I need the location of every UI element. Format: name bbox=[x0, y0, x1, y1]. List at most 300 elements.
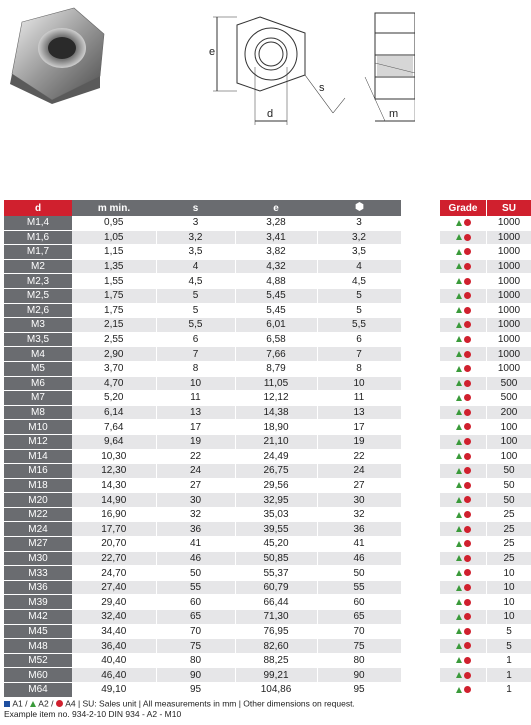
value-cell: 5 bbox=[317, 303, 401, 318]
table-row bbox=[440, 434, 531, 449]
table-row bbox=[440, 245, 531, 260]
size-cell: M30 bbox=[4, 551, 72, 566]
triangle-icon bbox=[456, 512, 462, 518]
circle-icon bbox=[464, 453, 471, 460]
circle-icon bbox=[464, 423, 471, 430]
circle-icon bbox=[464, 526, 471, 533]
value-cell: 88,25 bbox=[235, 653, 317, 668]
triangle-icon bbox=[456, 220, 462, 226]
value-cell: 29,40 bbox=[72, 595, 156, 610]
size-cell: M45 bbox=[4, 624, 72, 639]
value-cell: 50 bbox=[156, 566, 235, 581]
size-cell: M14 bbox=[4, 449, 72, 464]
value-cell: 34,40 bbox=[72, 624, 156, 639]
grade-cell bbox=[440, 391, 487, 406]
su-cell: 1000 bbox=[487, 216, 531, 230]
value-cell: 24 bbox=[156, 464, 235, 479]
su-cell: 5 bbox=[487, 624, 531, 639]
value-cell: 90 bbox=[156, 668, 235, 683]
circle-icon bbox=[464, 292, 471, 299]
table-row bbox=[4, 230, 401, 245]
value-cell: 16,90 bbox=[72, 507, 156, 522]
value-cell: 10 bbox=[317, 376, 401, 391]
value-cell: 3,2 bbox=[156, 230, 235, 245]
size-cell: M52 bbox=[4, 653, 72, 668]
value-cell: 55,37 bbox=[235, 566, 317, 581]
value-cell: 46 bbox=[317, 551, 401, 566]
value-cell: 50,85 bbox=[235, 551, 317, 566]
table-row bbox=[440, 216, 531, 230]
hexagon-icon bbox=[355, 202, 364, 211]
grade-cell bbox=[440, 595, 487, 610]
grade-cell bbox=[440, 332, 487, 347]
size-cell: M24 bbox=[4, 522, 72, 537]
table-row bbox=[440, 639, 531, 654]
value-cell: 3 bbox=[317, 216, 401, 230]
circle-icon bbox=[464, 642, 471, 649]
table-row bbox=[4, 420, 401, 435]
table-row bbox=[440, 318, 531, 333]
value-cell: 65 bbox=[317, 610, 401, 625]
table-row bbox=[440, 624, 531, 639]
table-row bbox=[440, 668, 531, 683]
circle-icon bbox=[464, 263, 471, 270]
value-cell: 14,90 bbox=[72, 493, 156, 508]
triangle-icon bbox=[456, 672, 462, 678]
table-row bbox=[4, 478, 401, 493]
size-cell: M27 bbox=[4, 537, 72, 552]
size-cell: M10 bbox=[4, 420, 72, 435]
value-cell: 75 bbox=[317, 639, 401, 654]
value-cell: 5,5 bbox=[156, 318, 235, 333]
circle-icon bbox=[464, 219, 471, 226]
legend-a2: A2 bbox=[38, 698, 49, 709]
value-cell: 60,79 bbox=[235, 580, 317, 595]
grade-cell bbox=[440, 274, 487, 289]
legend bbox=[4, 698, 355, 709]
circle-icon bbox=[464, 686, 471, 693]
footer bbox=[4, 698, 355, 720]
header-grade: Grade bbox=[440, 200, 487, 216]
value-cell: 45,20 bbox=[235, 537, 317, 552]
table-row bbox=[4, 624, 401, 639]
grade-cell bbox=[440, 361, 487, 376]
size-cell: M2,6 bbox=[4, 303, 72, 318]
value-cell: 27,40 bbox=[72, 580, 156, 595]
value-cell: 17 bbox=[317, 420, 401, 435]
value-cell: 7 bbox=[156, 347, 235, 362]
su-cell: 500 bbox=[487, 391, 531, 406]
su-cell: 50 bbox=[487, 464, 531, 479]
triangle-icon bbox=[456, 482, 462, 488]
table-row bbox=[4, 376, 401, 391]
table-row bbox=[440, 230, 531, 245]
table-row bbox=[440, 405, 531, 420]
grade-cell bbox=[440, 478, 487, 493]
circle-icon bbox=[464, 278, 471, 285]
table-row bbox=[440, 347, 531, 362]
table-row bbox=[440, 449, 531, 464]
value-cell: 12,30 bbox=[72, 464, 156, 479]
value-cell: 1,55 bbox=[72, 274, 156, 289]
grade-cell bbox=[440, 507, 487, 522]
table-row bbox=[4, 332, 401, 347]
grade-cell bbox=[440, 245, 487, 260]
size-cell: M22 bbox=[4, 507, 72, 522]
value-cell: 1,35 bbox=[72, 259, 156, 274]
su-cell: 10 bbox=[487, 610, 531, 625]
triangle-icon bbox=[456, 249, 462, 255]
value-cell: 5 bbox=[317, 288, 401, 303]
value-cell: 19 bbox=[317, 434, 401, 449]
value-cell: 36 bbox=[156, 522, 235, 537]
table-row bbox=[4, 216, 401, 230]
table-row bbox=[4, 522, 401, 537]
value-cell: 32,40 bbox=[72, 610, 156, 625]
value-cell: 4,5 bbox=[156, 274, 235, 289]
triangle-icon bbox=[456, 585, 462, 591]
table-row bbox=[440, 361, 531, 376]
value-cell: 4 bbox=[156, 259, 235, 274]
su-cell: 5 bbox=[487, 639, 531, 654]
su-cell: 100 bbox=[487, 420, 531, 435]
size-cell: M18 bbox=[4, 478, 72, 493]
table-row bbox=[4, 391, 401, 406]
grade-cell bbox=[440, 624, 487, 639]
table-row bbox=[4, 610, 401, 625]
table-row bbox=[4, 259, 401, 274]
triangle-icon bbox=[456, 497, 462, 503]
circle-icon bbox=[464, 613, 471, 620]
hex-nut-photo bbox=[4, 4, 108, 106]
value-cell: 2,15 bbox=[72, 318, 156, 333]
su-cell: 1000 bbox=[487, 332, 531, 347]
table-row bbox=[440, 653, 531, 668]
value-cell: 6,01 bbox=[235, 318, 317, 333]
su-cell: 10 bbox=[487, 595, 531, 610]
value-cell: 7,66 bbox=[235, 347, 317, 362]
table-row bbox=[4, 595, 401, 610]
grade-cell bbox=[440, 464, 487, 479]
table-row bbox=[440, 303, 531, 318]
table-row bbox=[440, 420, 531, 435]
value-cell: 8,79 bbox=[235, 361, 317, 376]
legend-sep: / bbox=[25, 698, 28, 709]
value-cell: 3,70 bbox=[72, 361, 156, 376]
triangle-icon bbox=[456, 614, 462, 620]
size-cell: M2,5 bbox=[4, 288, 72, 303]
value-cell: 30 bbox=[156, 493, 235, 508]
size-cell: M12 bbox=[4, 434, 72, 449]
technical-drawing bbox=[205, 3, 415, 131]
su-cell: 25 bbox=[487, 522, 531, 537]
circle-icon bbox=[464, 496, 471, 503]
su-cell: 50 bbox=[487, 478, 531, 493]
value-cell: 76,95 bbox=[235, 624, 317, 639]
value-cell: 1,15 bbox=[72, 245, 156, 260]
value-cell: 71,30 bbox=[235, 610, 317, 625]
su-cell: 1 bbox=[487, 683, 531, 698]
value-cell: 70 bbox=[317, 624, 401, 639]
grade-cell bbox=[440, 405, 487, 420]
value-cell: 3,5 bbox=[156, 245, 235, 260]
grade-cell bbox=[440, 566, 487, 581]
value-cell: 5,45 bbox=[235, 303, 317, 318]
su-cell: 500 bbox=[487, 376, 531, 391]
triangle-icon bbox=[456, 424, 462, 430]
triangle-icon bbox=[456, 395, 462, 401]
table-row bbox=[4, 493, 401, 508]
circle-icon bbox=[464, 365, 471, 372]
circle-icon bbox=[464, 657, 471, 664]
value-cell: 18,90 bbox=[235, 420, 317, 435]
table-row bbox=[440, 376, 531, 391]
grade-cell bbox=[440, 537, 487, 552]
su-cell: 1000 bbox=[487, 318, 531, 333]
header-e: e bbox=[235, 200, 317, 216]
value-cell: 75 bbox=[156, 639, 235, 654]
value-cell: 17 bbox=[156, 420, 235, 435]
circle-icon bbox=[464, 628, 471, 635]
grade-cell bbox=[440, 318, 487, 333]
table-row bbox=[4, 580, 401, 595]
value-cell: 60 bbox=[317, 595, 401, 610]
table-row bbox=[440, 595, 531, 610]
triangle-icon bbox=[456, 628, 462, 634]
value-cell: 36,40 bbox=[72, 639, 156, 654]
value-cell: 5,45 bbox=[235, 288, 317, 303]
value-cell: 41 bbox=[317, 537, 401, 552]
value-cell: 30 bbox=[317, 493, 401, 508]
value-cell: 99,21 bbox=[235, 668, 317, 683]
triangle-icon bbox=[456, 278, 462, 284]
table-row bbox=[440, 493, 531, 508]
value-cell: 90 bbox=[317, 668, 401, 683]
su-cell: 50 bbox=[487, 493, 531, 508]
table-row bbox=[440, 683, 531, 698]
square-icon bbox=[4, 701, 10, 707]
table-row bbox=[4, 551, 401, 566]
value-cell: 46,40 bbox=[72, 668, 156, 683]
size-cell: M33 bbox=[4, 566, 72, 581]
size-cell: M6 bbox=[4, 376, 72, 391]
value-cell: 66,44 bbox=[235, 595, 317, 610]
value-cell: 50 bbox=[317, 566, 401, 581]
table-row bbox=[440, 522, 531, 537]
grade-cell bbox=[440, 449, 487, 464]
value-cell: 40,40 bbox=[72, 653, 156, 668]
size-cell: M2,3 bbox=[4, 274, 72, 289]
value-cell: 32 bbox=[156, 507, 235, 522]
value-cell: 3,5 bbox=[317, 245, 401, 260]
grade-cell bbox=[440, 683, 487, 698]
value-cell: 3,2 bbox=[317, 230, 401, 245]
value-cell: 14,38 bbox=[235, 405, 317, 420]
value-cell: 4,88 bbox=[235, 274, 317, 289]
value-cell: 32,95 bbox=[235, 493, 317, 508]
triangle-icon bbox=[456, 555, 462, 561]
table-row bbox=[4, 566, 401, 581]
circle-icon bbox=[464, 248, 471, 255]
table-row bbox=[440, 332, 531, 347]
value-cell: 22 bbox=[317, 449, 401, 464]
value-cell: 5,20 bbox=[72, 391, 156, 406]
size-cell: M64 bbox=[4, 683, 72, 698]
value-cell: 60 bbox=[156, 595, 235, 610]
grade-cell bbox=[440, 653, 487, 668]
table-row bbox=[440, 259, 531, 274]
table-row bbox=[4, 245, 401, 260]
value-cell: 1,05 bbox=[72, 230, 156, 245]
table-row bbox=[440, 478, 531, 493]
circle-icon bbox=[464, 540, 471, 547]
grade-cell bbox=[440, 420, 487, 435]
value-cell: 55 bbox=[156, 580, 235, 595]
grade-cell bbox=[440, 288, 487, 303]
value-cell: 24,49 bbox=[235, 449, 317, 464]
header-d: d bbox=[4, 200, 72, 216]
table-row bbox=[4, 653, 401, 668]
su-cell: 1 bbox=[487, 668, 531, 683]
header-su: SU bbox=[487, 200, 531, 216]
circle-icon bbox=[464, 569, 471, 576]
size-cell: M42 bbox=[4, 610, 72, 625]
table-row bbox=[4, 507, 401, 522]
grade-cell bbox=[440, 493, 487, 508]
value-cell: 41 bbox=[156, 537, 235, 552]
value-cell: 2,90 bbox=[72, 347, 156, 362]
su-cell: 25 bbox=[487, 537, 531, 552]
legend-sep: / bbox=[51, 698, 54, 709]
size-cell: M1,4 bbox=[4, 216, 72, 230]
circle-icon bbox=[464, 438, 471, 445]
value-cell: 17,70 bbox=[72, 522, 156, 537]
grade-cell bbox=[440, 522, 487, 537]
legend-a4: A4 | SU: Sales unit | All measurements in mm | Other dimensions on request. bbox=[65, 698, 355, 709]
grade-cell bbox=[440, 434, 487, 449]
size-cell: M16 bbox=[4, 464, 72, 479]
table-row bbox=[440, 274, 531, 289]
label-e: e bbox=[209, 46, 216, 58]
value-cell: 3 bbox=[156, 216, 235, 230]
triangle-icon bbox=[456, 526, 462, 532]
su-cell: 100 bbox=[487, 449, 531, 464]
value-cell: 1,75 bbox=[72, 288, 156, 303]
table-row bbox=[4, 464, 401, 479]
triangle-icon bbox=[456, 570, 462, 576]
table-row bbox=[440, 288, 531, 303]
table-row bbox=[4, 318, 401, 333]
value-cell: 11 bbox=[156, 391, 235, 406]
value-cell: 80 bbox=[317, 653, 401, 668]
size-cell: M39 bbox=[4, 595, 72, 610]
table-row bbox=[4, 537, 401, 552]
su-cell: 1000 bbox=[487, 347, 531, 362]
table-row bbox=[440, 566, 531, 581]
grade-cell bbox=[440, 216, 487, 230]
su-cell: 1000 bbox=[487, 245, 531, 260]
value-cell: 65 bbox=[156, 610, 235, 625]
grade-cell bbox=[440, 376, 487, 391]
table-row bbox=[440, 580, 531, 595]
size-cell: M20 bbox=[4, 493, 72, 508]
table-row bbox=[4, 361, 401, 376]
table-row bbox=[440, 551, 531, 566]
table-row bbox=[440, 464, 531, 479]
dimension-table bbox=[4, 200, 402, 698]
table-row bbox=[440, 391, 531, 406]
triangle-icon bbox=[456, 293, 462, 299]
circle-icon bbox=[464, 234, 471, 241]
grade-cell bbox=[440, 580, 487, 595]
size-cell: M8 bbox=[4, 405, 72, 420]
size-cell: M60 bbox=[4, 668, 72, 683]
size-cell: M2 bbox=[4, 259, 72, 274]
circle-icon bbox=[464, 336, 471, 343]
size-cell: M48 bbox=[4, 639, 72, 654]
triangle-icon bbox=[456, 599, 462, 605]
value-cell: 1,75 bbox=[72, 303, 156, 318]
value-cell: 24,70 bbox=[72, 566, 156, 581]
table-row bbox=[4, 683, 401, 698]
circle-icon bbox=[56, 700, 63, 707]
size-cell: M1,7 bbox=[4, 245, 72, 260]
value-cell: 5 bbox=[156, 288, 235, 303]
size-cell: M3,5 bbox=[4, 332, 72, 347]
value-cell: 46 bbox=[156, 551, 235, 566]
value-cell: 35,03 bbox=[235, 507, 317, 522]
su-cell: 25 bbox=[487, 507, 531, 522]
value-cell: 10 bbox=[156, 376, 235, 391]
grade-cell bbox=[440, 347, 487, 362]
su-cell: 25 bbox=[487, 551, 531, 566]
circle-icon bbox=[464, 394, 471, 401]
circle-icon bbox=[464, 599, 471, 606]
table-row bbox=[440, 610, 531, 625]
value-cell: 8 bbox=[156, 361, 235, 376]
value-cell: 3,28 bbox=[235, 216, 317, 230]
table-row bbox=[4, 434, 401, 449]
value-cell: 4 bbox=[317, 259, 401, 274]
value-cell: 0,95 bbox=[72, 216, 156, 230]
grade-cell bbox=[440, 639, 487, 654]
size-cell: M3 bbox=[4, 318, 72, 333]
value-cell: 70 bbox=[156, 624, 235, 639]
value-cell: 6 bbox=[317, 332, 401, 347]
triangle-icon bbox=[456, 380, 462, 386]
circle-icon bbox=[464, 672, 471, 679]
example-item: Example item no. 934-2-10 DIN 934 - A2 - M10 bbox=[4, 709, 182, 720]
value-cell: 55 bbox=[317, 580, 401, 595]
table-row bbox=[4, 639, 401, 654]
circle-icon bbox=[464, 584, 471, 591]
circle-icon bbox=[464, 555, 471, 562]
triangle-icon bbox=[456, 657, 462, 663]
value-cell: 27 bbox=[156, 478, 235, 493]
grade-cell bbox=[440, 551, 487, 566]
value-cell: 8 bbox=[317, 361, 401, 376]
table-row bbox=[4, 405, 401, 420]
su-cell: 1 bbox=[487, 653, 531, 668]
value-cell: 10,30 bbox=[72, 449, 156, 464]
grade-cell bbox=[440, 259, 487, 274]
value-cell: 12,12 bbox=[235, 391, 317, 406]
triangle-icon bbox=[456, 351, 462, 357]
triangle-icon bbox=[456, 643, 462, 649]
grade-cell bbox=[440, 610, 487, 625]
value-cell: 7 bbox=[317, 347, 401, 362]
size-cell: M7 bbox=[4, 391, 72, 406]
